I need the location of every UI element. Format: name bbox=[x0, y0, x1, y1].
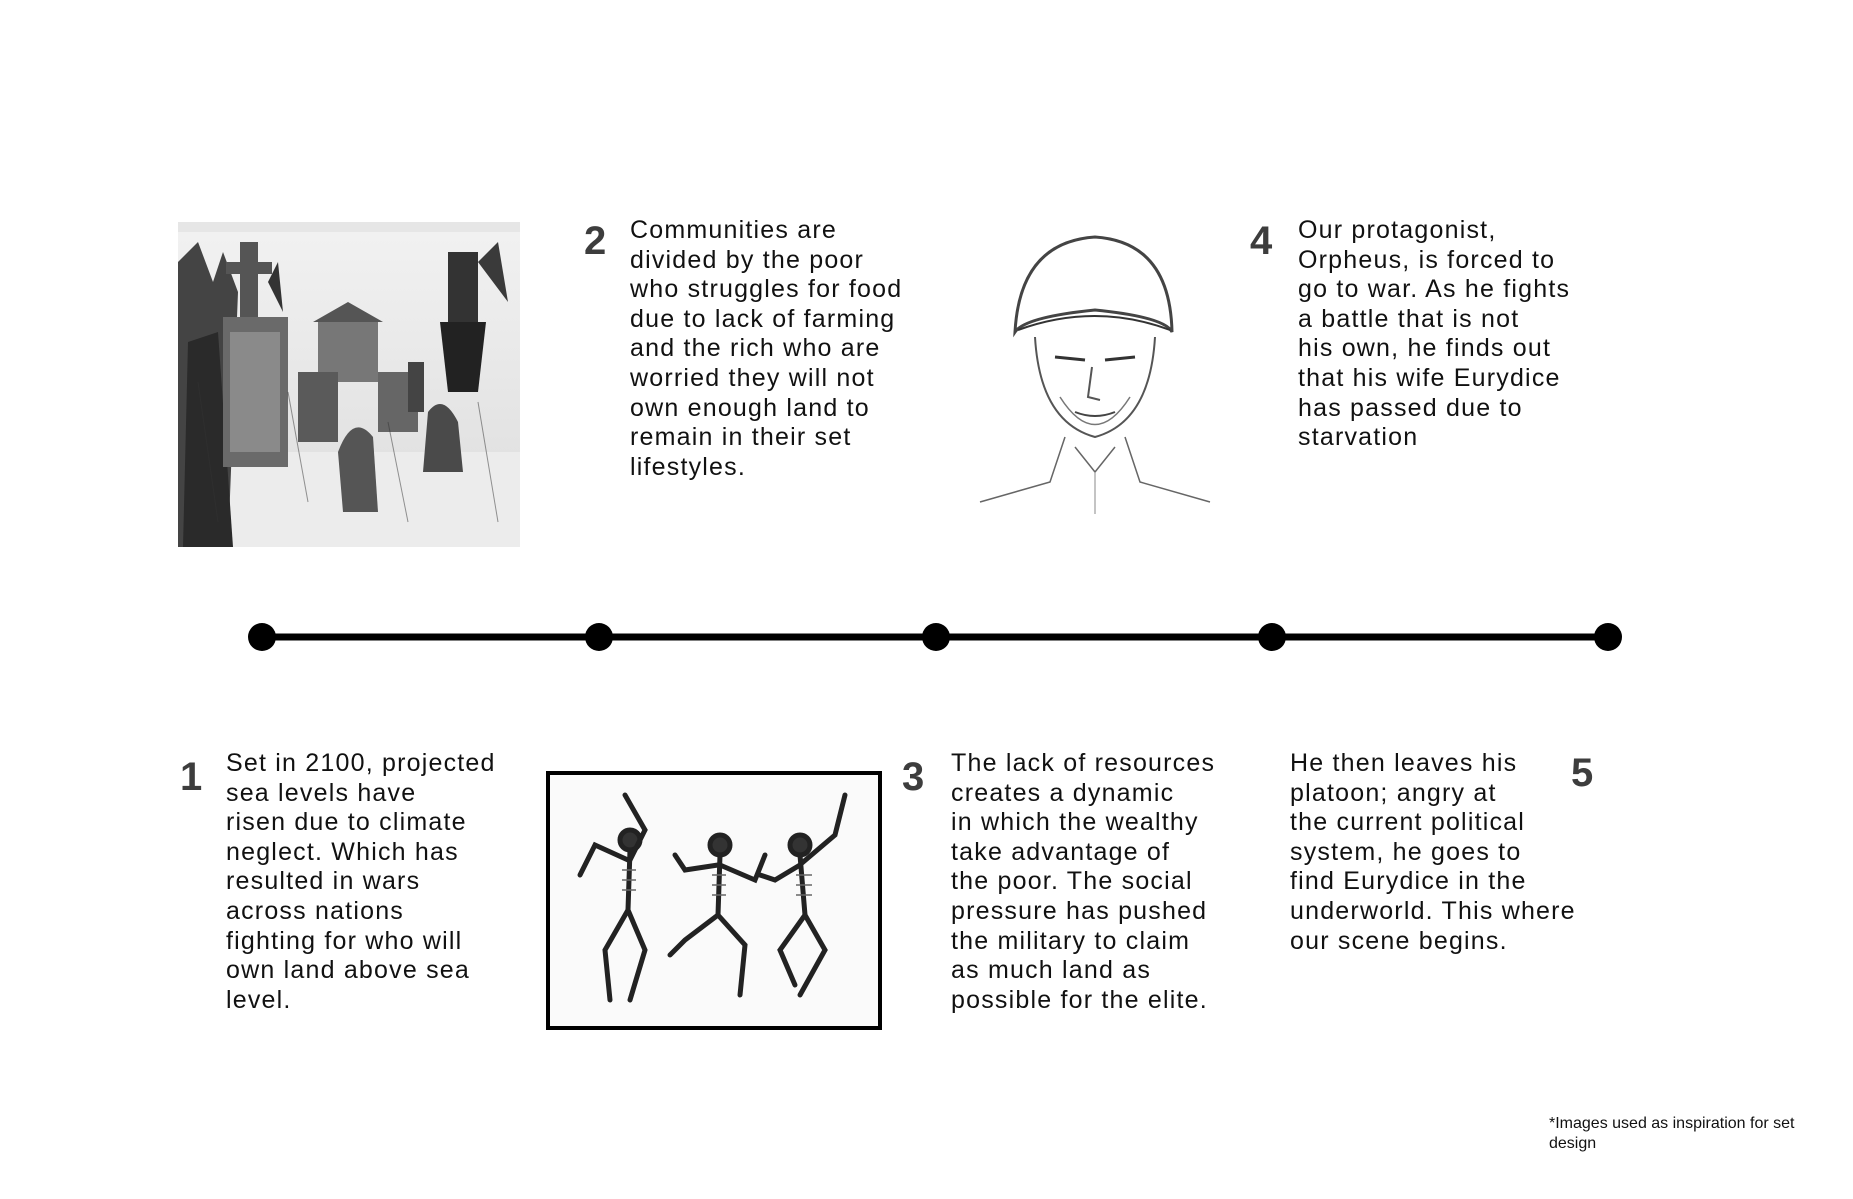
event-1-number: 1 bbox=[180, 755, 203, 799]
timeline-node-5 bbox=[1594, 623, 1622, 651]
event-5-text: He then leaves his platoon; angry at the current political system, he goes to find Eurydice in the underworld. This where our scene begins. bbox=[1290, 749, 1576, 955]
event-1-text: Set in 2100, projected sea levels have risen due to climate neglect. Which has resulted in wars across nations fighting for who will own land above sea level. bbox=[226, 749, 496, 1014]
event-3-number: 3 bbox=[902, 755, 925, 799]
soldier-sketch-image bbox=[960, 222, 1225, 514]
timeline-node-2 bbox=[585, 623, 613, 651]
timeline-node-3 bbox=[922, 623, 950, 651]
dancing-skeletons-image bbox=[546, 771, 882, 1030]
event-4-number: 4 bbox=[1250, 219, 1273, 263]
event-2-text: Communities are divided by the poor who struggles for food due to lack of farming and the rich who are worried they will not own enough land to remain in their set lifestyles. bbox=[630, 216, 903, 481]
timeline-node-1 bbox=[248, 623, 276, 651]
event-2-number: 2 bbox=[584, 219, 607, 263]
event-3-text: The lack of resources creates a dynamic in which the wealthy take advantage of the poor. The social pressure has pushed the military to claim as much land as possible for the elite. bbox=[951, 749, 1216, 1014]
cemetery-sketch-image bbox=[178, 222, 520, 547]
timeline-node-4 bbox=[1258, 623, 1286, 651]
event-4-text: Our protagonist, Orpheus, is forced to go to war. As he fights a battle that is not his own, he finds out that his wife Eurydice has passed due to starvation bbox=[1298, 216, 1571, 452]
event-5-number: 5 bbox=[1571, 751, 1594, 795]
footnote: *Images used as inspiration for set design bbox=[1549, 1115, 1795, 1152]
